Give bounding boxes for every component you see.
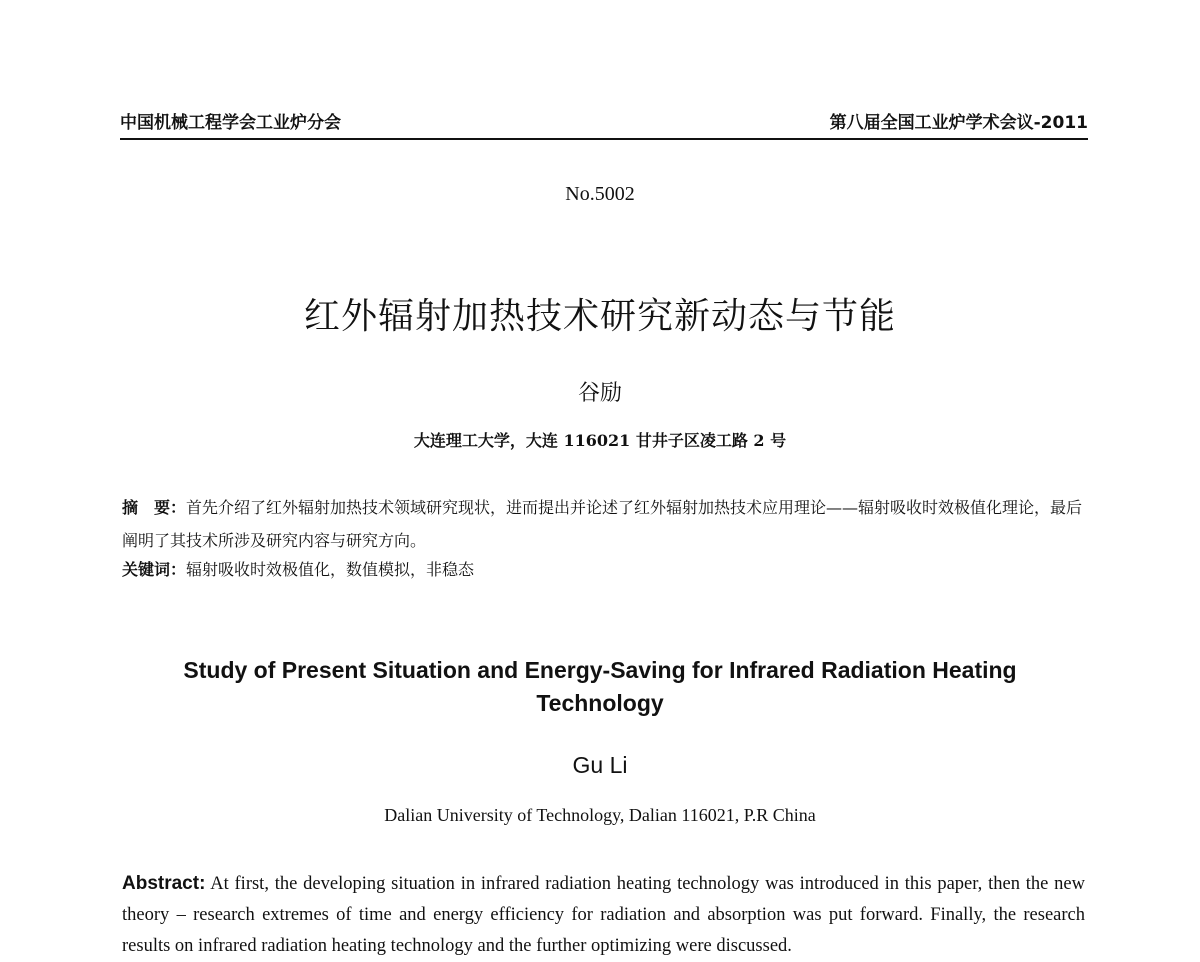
english-author: Gu Li <box>572 752 628 778</box>
header-conference: 第八届全国工业炉学术会议-2011 <box>829 113 1088 133</box>
header-society: 中国机械工程学会工业炉分会 <box>120 113 341 133</box>
chinese-title: 红外辐射加热技术研究新动态与节能 <box>303 296 896 337</box>
chinese-affiliation: 大连理工大学，大连 116021 甘井子区凌工路 2 号 <box>413 431 787 450</box>
running-header <box>120 108 1088 140</box>
chinese-author: 谷励 <box>577 381 622 406</box>
english-abstract-label: Abstract: <box>122 873 206 894</box>
english-title: Study of Present Situation and Energy-Saving for Infrared Radiation Heating Technology <box>183 657 1017 716</box>
chinese-abstract <box>122 491 1085 557</box>
english-abstract <box>122 868 1085 962</box>
chinese-keywords <box>122 557 1085 583</box>
chinese-keywords-text: 辐射吸收时效极值化，数值模拟，非稳态 <box>186 560 475 579</box>
chinese-abstract-label: 摘 要： <box>122 498 187 517</box>
english-abstract-text: At first, the developing situation in infrared radiation heating technology was introduced in this paper, then the new theory – research extremes of time and energy efficiency for radiation and absorption was put forward. Finally, the research results on infrared radiation heating technology and the further optimizing were discussed. <box>122 874 1085 956</box>
english-affiliation: Dalian University of Technology, Dalian 116021, P.R China <box>384 805 816 825</box>
chinese-abstract-text: 首先介绍了红外辐射加热技术领域研究现状，进而提出并论述了红外辐射加热技术应用理论——辐射吸收时效极值化理论，最后阐明了其技术所涉及研究内容与研究方向。 <box>122 498 1083 550</box>
document-number: No.5002 <box>565 183 635 205</box>
chinese-keywords-label: 关键词： <box>122 560 187 579</box>
